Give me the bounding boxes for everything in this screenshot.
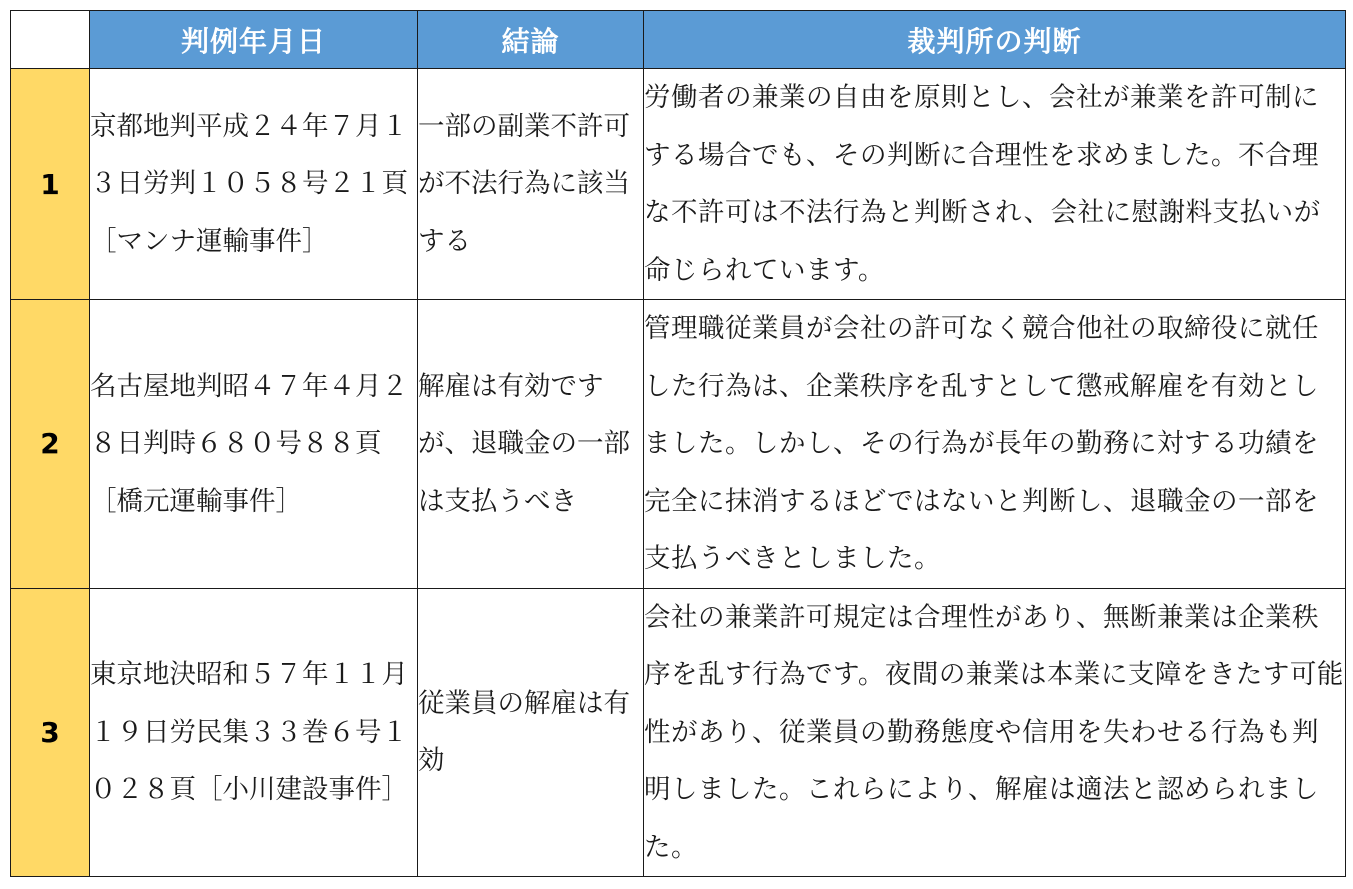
- row-number: 1: [11, 69, 90, 300]
- case-date: 名古屋地判昭４７年４月２８日判時６８０号８８頁［橋元運輸事件］: [90, 300, 418, 589]
- case-judgment: 管理職従業員が会社の許可なく競合他社の取締役に就任した行為は、企業秩序を乱すとして懲戒解雇を有効としました。しかし、その行為が長年の勤務に対する功績を完全に抹消するほどではないと判断し、退職金の一部を支払うべきとしました。: [644, 300, 1346, 589]
- case-conclusion: 一部の副業不許可が不法行為に該当する: [418, 69, 644, 300]
- case-date: 京都地判平成２４年７月１３日労判１０５８号２１頁［マンナ運輸事件］: [90, 69, 418, 300]
- header-date: 判例年月日: [90, 11, 418, 69]
- row-number: 2: [11, 300, 90, 589]
- table-row: [11, 588, 1346, 877]
- case-date: 東京地決昭和５７年１１月１９日労民集３３巻６号１０２８頁［小川建設事件］: [90, 588, 418, 877]
- case-conclusion: 従業員の解雇は有効: [418, 588, 644, 877]
- table-row: [11, 300, 1346, 589]
- case-judgment: 労働者の兼業の自由を原則とし、会社が兼業を許可制にする場合でも、その判断に合理性を求めました。不合理な不許可は不法行為と判断され、会社に慰謝料支払いが命じられています。: [644, 69, 1346, 300]
- case-judgment: 会社の兼業許可規定は合理性があり、無断兼業は企業秩序を乱す行為です。夜間の兼業は本業に支障をきたす可能性があり、従業員の勤務態度や信用を失わせる行為も判明しました。これらにより、解雇は適法と認められました。: [644, 588, 1346, 877]
- header-conclusion: 結論: [418, 11, 644, 69]
- table-row: [11, 69, 1346, 300]
- case-law-table: [10, 10, 1346, 877]
- header-corner-cell: [11, 11, 90, 69]
- header-row: [11, 11, 1346, 69]
- row-number: 3: [11, 588, 90, 877]
- case-conclusion: 解雇は有効ですが、退職金の一部は支払うべき: [418, 300, 644, 589]
- header-judgment: 裁判所の判断: [644, 11, 1346, 69]
